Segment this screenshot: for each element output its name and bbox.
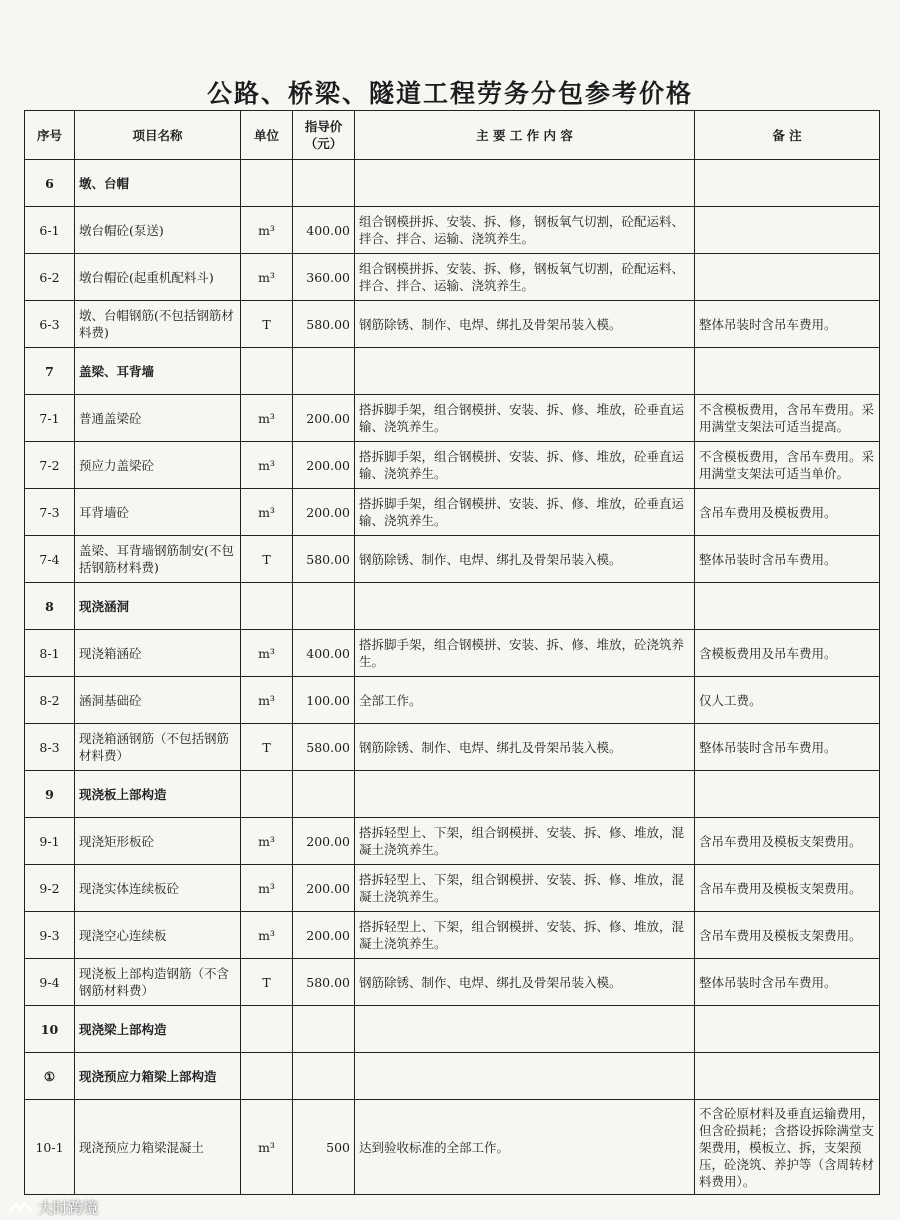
cell-no: 6-2 — [25, 254, 75, 301]
cell-unit: m³ — [241, 1100, 293, 1195]
cell-remark: 含模板费用及吊车费用。 — [695, 630, 880, 677]
cell-unit: m³ — [241, 254, 293, 301]
section-row — [25, 1053, 880, 1100]
cell-name: 现浇板上部构造 — [75, 771, 241, 818]
cell-name: 墩、台帽钢筋(不包括钢筋材料费) — [75, 301, 241, 348]
cell-remark: 仅人工费。 — [695, 677, 880, 724]
cell-price — [293, 348, 355, 395]
cell-work: 搭拆轻型上、下架，组合钢模拼、安装、拆、修、堆放，混凝土浇筑养生。 — [355, 912, 695, 959]
cell-price: 360.00 — [293, 254, 355, 301]
watermark-text: 大时跨境 — [38, 1199, 99, 1217]
cell-no: 7 — [25, 348, 75, 395]
cell-unit — [241, 1053, 293, 1100]
cell-no: 10-1 — [25, 1100, 75, 1195]
cell-price: 200.00 — [293, 442, 355, 489]
cell-remark: 整体吊装时含吊车费用。 — [695, 724, 880, 771]
cell-price — [293, 1006, 355, 1053]
cell-unit — [241, 348, 293, 395]
cell-no: 7-4 — [25, 536, 75, 583]
cell-price: 580.00 — [293, 724, 355, 771]
cell-price — [293, 771, 355, 818]
cell-no: 9-4 — [25, 959, 75, 1006]
cell-no: 8-3 — [25, 724, 75, 771]
section-row — [25, 1006, 880, 1053]
cell-name: 墩台帽砼(泵送) — [75, 207, 241, 254]
cell-no: 7-2 — [25, 442, 75, 489]
price-table — [24, 110, 880, 1195]
cell-name: 现浇梁上部构造 — [75, 1006, 241, 1053]
cell-remark — [695, 348, 880, 395]
cell-no: 7-1 — [25, 395, 75, 442]
cell-unit: m³ — [241, 865, 293, 912]
cell-unit: T — [241, 536, 293, 583]
cell-remark: 含吊车费用及模板支架费用。 — [695, 865, 880, 912]
cell-unit: m³ — [241, 677, 293, 724]
cell-name: 预应力盖梁砼 — [75, 442, 241, 489]
table-row — [25, 254, 880, 301]
cell-name: 现浇预应力箱梁上部构造 — [75, 1053, 241, 1100]
cell-unit: T — [241, 301, 293, 348]
cell-no: ① — [25, 1053, 75, 1100]
cell-work — [355, 160, 695, 207]
table-row — [25, 724, 880, 771]
cell-no: 8-2 — [25, 677, 75, 724]
table-row — [25, 818, 880, 865]
cell-price — [293, 160, 355, 207]
cell-no: 6 — [25, 160, 75, 207]
cell-price — [293, 1053, 355, 1100]
table-row — [25, 301, 880, 348]
watermark-logo-icon — [6, 1200, 34, 1216]
cell-remark — [695, 1006, 880, 1053]
cell-work: 钢筋除锈、制作、电焊、绑扎及骨架吊装入模。 — [355, 959, 695, 1006]
cell-name: 涵洞基础砼 — [75, 677, 241, 724]
cell-work: 搭拆脚手架，组合钢模拼、安装、拆、修、堆放，砼浇筑养生。 — [355, 630, 695, 677]
cell-work: 全部工作。 — [355, 677, 695, 724]
cell-price: 500 — [293, 1100, 355, 1195]
section-row — [25, 583, 880, 630]
cell-price: 200.00 — [293, 912, 355, 959]
cell-work — [355, 771, 695, 818]
cell-price: 400.00 — [293, 207, 355, 254]
cell-no: 8-1 — [25, 630, 75, 677]
cell-unit: T — [241, 724, 293, 771]
cell-no: 6-1 — [25, 207, 75, 254]
cell-remark — [695, 1053, 880, 1100]
header-work: 主 要 工 作 内 容 — [355, 111, 695, 160]
cell-work: 搭拆脚手架，组合钢模拼、安装、拆、修、堆放，砼垂直运输、浇筑养生。 — [355, 489, 695, 536]
table-row — [25, 442, 880, 489]
cell-work — [355, 1006, 695, 1053]
cell-work: 钢筋除锈、制作、电焊、绑扎及骨架吊装入模。 — [355, 724, 695, 771]
cell-remark: 不含砼原材料及垂直运输费用，但含砼损耗；含搭设拆除满堂支架费用，模板立、拆，支架预压，砼浇筑、养护等（含周转材料费用）。 — [695, 1100, 880, 1195]
table-body — [25, 160, 880, 1195]
cell-no: 9-1 — [25, 818, 75, 865]
cell-work: 搭拆轻型上、下架，组合钢模拼、安装、拆、修、堆放，混凝土浇筑养生。 — [355, 865, 695, 912]
cell-work — [355, 348, 695, 395]
cell-name: 现浇预应力箱梁混凝土 — [75, 1100, 241, 1195]
cell-remark: 含吊车费用及模板支架费用。 — [695, 912, 880, 959]
table-row — [25, 489, 880, 536]
table-row — [25, 912, 880, 959]
cell-remark: 整体吊装时含吊车费用。 — [695, 959, 880, 1006]
cell-name: 现浇实体连续板砼 — [75, 865, 241, 912]
cell-name: 耳背墙砼 — [75, 489, 241, 536]
cell-price: 200.00 — [293, 489, 355, 536]
cell-name: 现浇涵洞 — [75, 583, 241, 630]
cell-work: 组合钢模拼拆、安装、拆、修，钢板氧气切割，砼配运料、拌合、拌合、运输、浇筑养生。 — [355, 207, 695, 254]
cell-unit — [241, 1006, 293, 1053]
cell-unit — [241, 771, 293, 818]
cell-unit: m³ — [241, 489, 293, 536]
table-row — [25, 536, 880, 583]
header-price: 指导价（元） — [293, 111, 355, 160]
table-row — [25, 207, 880, 254]
cell-price: 580.00 — [293, 536, 355, 583]
cell-work: 搭拆脚手架，组合钢模拼、安装、拆、修、堆放，砼垂直运输、浇筑养生。 — [355, 395, 695, 442]
cell-remark — [695, 207, 880, 254]
cell-price: 400.00 — [293, 630, 355, 677]
cell-name: 墩、台帽 — [75, 160, 241, 207]
cell-price: 580.00 — [293, 959, 355, 1006]
cell-work — [355, 583, 695, 630]
cell-name: 盖梁、耳背墙钢筋制安(不包括钢筋材料费) — [75, 536, 241, 583]
header-remark: 备 注 — [695, 111, 880, 160]
cell-price: 100.00 — [293, 677, 355, 724]
section-row — [25, 160, 880, 207]
cell-price: 200.00 — [293, 818, 355, 865]
table-header-row — [25, 111, 880, 160]
cell-unit: m³ — [241, 207, 293, 254]
cell-name: 盖梁、耳背墙 — [75, 348, 241, 395]
cell-price: 580.00 — [293, 301, 355, 348]
cell-unit: m³ — [241, 818, 293, 865]
cell-remark: 整体吊装时含吊车费用。 — [695, 301, 880, 348]
cell-unit: T — [241, 959, 293, 1006]
cell-remark: 不含模板费用，含吊车费用。采用满堂支架法可适当提高。 — [695, 395, 880, 442]
cell-work — [355, 1053, 695, 1100]
cell-name: 普通盖梁砼 — [75, 395, 241, 442]
header-unit: 单位 — [241, 111, 293, 160]
cell-price: 200.00 — [293, 865, 355, 912]
cell-remark — [695, 160, 880, 207]
cell-no: 6-3 — [25, 301, 75, 348]
cell-unit — [241, 583, 293, 630]
cell-remark: 不含模板费用，含吊车费用。采用满堂支架法可适当单价。 — [695, 442, 880, 489]
table-row — [25, 1100, 880, 1195]
cell-unit: m³ — [241, 630, 293, 677]
cell-price: 200.00 — [293, 395, 355, 442]
cell-no: 9-2 — [25, 865, 75, 912]
page-title: 公路、桥梁、隧道工程劳务分包参考价格 — [206, 79, 693, 108]
cell-name: 现浇箱涵砼 — [75, 630, 241, 677]
cell-work: 搭拆轻型上、下架，组合钢模拼、安装、拆、修、堆放，混凝土浇筑养生。 — [355, 818, 695, 865]
cell-work: 组合钢模拼拆、安装、拆、修，钢板氧气切割，砼配运料、拌合、拌合、运输、浇筑养生。 — [355, 254, 695, 301]
cell-name: 现浇矩形板砼 — [75, 818, 241, 865]
cell-work: 搭拆脚手架，组合钢模拼、安装、拆、修、堆放，砼垂直运输、浇筑养生。 — [355, 442, 695, 489]
cell-work: 钢筋除锈、制作、电焊、绑扎及骨架吊装入模。 — [355, 301, 695, 348]
cell-name: 现浇箱涵钢筋（不包括钢筋材料费） — [75, 724, 241, 771]
cell-unit — [241, 160, 293, 207]
cell-unit: m³ — [241, 912, 293, 959]
section-row — [25, 771, 880, 818]
cell-name: 现浇板上部构造钢筋（不含钢筋材料费） — [75, 959, 241, 1006]
cell-price — [293, 583, 355, 630]
cell-remark: 含吊车费用及模板支架费用。 — [695, 818, 880, 865]
cell-remark — [695, 254, 880, 301]
cell-unit: m³ — [241, 395, 293, 442]
cell-no: 10 — [25, 1006, 75, 1053]
section-row — [25, 348, 880, 395]
cell-no: 7-3 — [25, 489, 75, 536]
cell-no: 9 — [25, 771, 75, 818]
cell-work: 达到验收标准的全部工作。 — [355, 1100, 695, 1195]
cell-remark: 整体吊装时含吊车费用。 — [695, 536, 880, 583]
cell-remark — [695, 583, 880, 630]
table-row — [25, 677, 880, 724]
table-row — [25, 865, 880, 912]
cell-remark: 含吊车费用及模板费用。 — [695, 489, 880, 536]
table-row — [25, 630, 880, 677]
header-name: 项目名称 — [75, 111, 241, 160]
cell-name: 墩台帽砼(起重机配料斗) — [75, 254, 241, 301]
cell-work: 钢筋除锈、制作、电焊、绑扎及骨架吊装入模。 — [355, 536, 695, 583]
cell-no: 8 — [25, 583, 75, 630]
table-row — [25, 959, 880, 1006]
table-row — [25, 395, 880, 442]
header-no: 序号 — [25, 111, 75, 160]
cell-unit: m³ — [241, 442, 293, 489]
cell-no: 9-3 — [25, 912, 75, 959]
cell-name: 现浇空心连续板 — [75, 912, 241, 959]
cell-remark — [695, 771, 880, 818]
watermark — [6, 1197, 98, 1218]
